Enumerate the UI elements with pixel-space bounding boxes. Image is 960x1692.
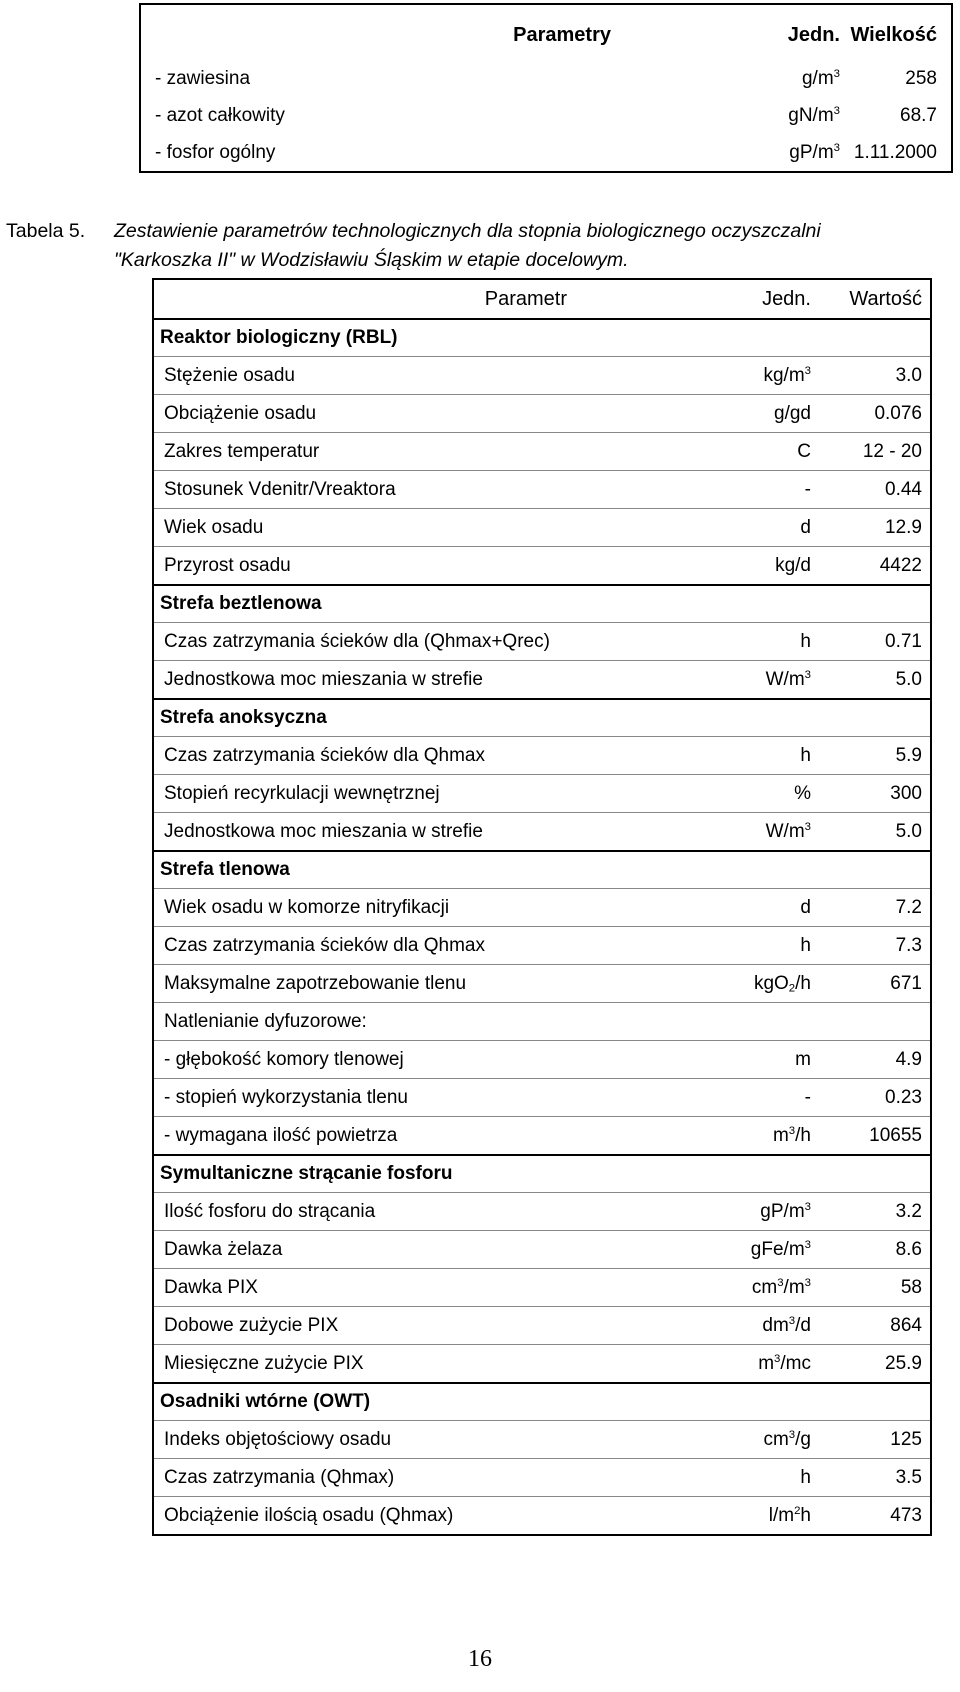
parameters-table [139,3,953,173]
param-cell: Jednostkowa moc mieszania w strefie [164,820,483,842]
value-cell: 68.7 [900,104,937,126]
table-row [154,622,930,660]
unit-suffix: /g [795,1428,811,1450]
table-row [154,1040,930,1078]
unit-cell [677,821,817,843]
unit-suffix: /m [783,1276,805,1298]
unit-text: W/m [765,820,805,842]
unit-cell [677,517,817,539]
unit-superscript: 3 [833,141,840,154]
unit-superscript: 3 [833,104,840,117]
unit-text: m [758,1352,775,1374]
param-cell: - fosfor ogólny [155,141,276,163]
table-row [141,134,951,171]
param-cell: Przyrost osadu [164,554,291,576]
unit-text: kg/d [775,554,811,576]
header-parametr: Parametr [484,287,567,310]
unit-cell [677,1429,817,1451]
param-cell: - azot całkowity [155,104,285,126]
technological-table-header [154,280,930,318]
unit-suffix: /mc [780,1352,811,1374]
unit-text: cm [763,1428,789,1450]
unit-superscript: 3 [804,1200,811,1213]
value-cell: 125 [890,1428,922,1450]
table-row [154,1306,930,1344]
value-cell: 0.71 [885,630,922,652]
unit-text: gP/m [789,141,834,163]
unit-text: d [800,516,811,538]
param-cell: - zawiesina [155,67,251,89]
header-wielkosc: Wielkość [850,23,937,46]
unit-superscript: 3 [788,1428,796,1441]
unit-cell [677,1505,817,1527]
unit-cell [677,1315,817,1337]
value-cell: 300 [890,782,922,804]
param-cell: Obciążenie osadu [164,402,317,424]
value-cell: 10655 [869,1124,922,1146]
unit-cell [677,1277,817,1299]
table-caption [6,217,956,275]
table-row [154,1002,930,1040]
param-cell: Wiek osadu [164,516,264,538]
value-cell: 258 [905,67,937,89]
header-parametry: Parametry [513,23,611,46]
table-row [154,508,930,546]
param-cell: Wiek osadu w komorze nitryfikacji [164,896,450,918]
value-cell: 5.9 [895,744,922,766]
unit-cell [677,365,817,387]
unit-text: m [795,1048,811,1070]
table-row [154,356,930,394]
unit-text: W/m [765,668,805,690]
value-cell: 0.076 [874,402,922,424]
unit-text: gN/m [788,104,834,126]
param-cell: Dawka żelaza [164,1238,283,1260]
unit-text: C [797,440,811,462]
param-cell: Czas zatrzymania (Qhmax) [164,1466,395,1488]
unit-cell [677,1049,817,1071]
param-cell: Czas zatrzymania ścieków dla Qhmax [164,934,485,956]
table-row [154,1078,930,1116]
unit-cell [711,142,846,164]
unit-suffix: /h [795,1124,811,1146]
param-cell: Czas zatrzymania ścieków dla Qhmax [164,744,485,766]
unit-superscript: 3 [804,1276,811,1289]
section-row [154,584,930,622]
unit-cell [677,1201,817,1223]
section-title: Reaktor biologiczny (RBL) [160,327,398,348]
unit-cell [677,1125,817,1147]
unit-text: % [794,782,811,804]
unit-cell [677,669,817,691]
unit-text: dm [762,1314,789,1336]
table-row [154,1496,930,1534]
caption-label: Tabela 5. [6,220,86,242]
param-cell: - głębokość komory tlenowej [164,1048,404,1070]
unit-cell [677,1353,817,1375]
unit-cell [677,403,817,425]
param-cell: Natlenianie dyfuzorowe: [164,1010,367,1032]
param-cell: Stopień recyrkulacji wewnętrznej [164,782,440,804]
table-row [154,964,930,1002]
param-cell: Ilość fosforu do strącania [164,1200,376,1222]
value-cell: 8.6 [895,1238,922,1260]
value-cell: 0.23 [885,1086,922,1108]
section-title: Strefa beztlenowa [160,593,322,614]
unit-suffix: /d [795,1314,811,1336]
unit-cell [677,973,817,995]
table-row [154,1116,930,1154]
unit-text: h [800,934,811,956]
unit-text: - [804,1086,811,1108]
unit-cell [711,105,846,127]
unit-cell [677,897,817,919]
section-title: Osadniki wtórne (OWT) [160,1391,371,1412]
value-cell: 3.0 [895,364,922,386]
section-row [154,1154,930,1192]
unit-text: g/m [801,67,834,89]
header-jedn: Jedn. [787,23,840,46]
header-jedn: Jedn. [762,287,811,310]
table-row [154,1344,930,1382]
page-number: 16 [468,1646,492,1672]
unit-superscript: 3 [804,820,811,833]
section-row [154,1382,930,1420]
unit-suffix: /h [795,972,811,994]
table-row [154,1192,930,1230]
unit-cell [677,935,817,957]
unit-text: l/m [768,1504,795,1526]
unit-text: d [800,896,811,918]
unit-text: h [800,744,811,766]
unit-text: kg/m [763,364,805,386]
unit-text: cm [751,1276,778,1298]
value-cell: 864 [890,1314,922,1336]
param-cell: Obciążenie ilością osadu (Qhmax) [164,1504,454,1526]
value-cell: 58 [900,1276,922,1298]
unit-cell [677,1467,817,1489]
section-row [154,850,930,888]
section-row [154,698,930,736]
unit-superscript: 2 [794,1504,801,1517]
unit-superscript: 3 [804,1238,811,1251]
unit-superscript: 3 [788,1124,796,1137]
caption-line-2: "Karkoszka II" w Wodzisławiu Śląskim w etapie docelowym. [114,249,629,271]
unit-cell [677,1239,817,1261]
table-row [154,1458,930,1496]
value-cell: 12.9 [885,516,922,538]
table-row [154,546,930,584]
unit-text: h [800,630,811,652]
parameters-table-header [141,5,951,60]
table-row [154,470,930,508]
unit-cell [711,68,846,90]
value-cell: 3.2 [895,1200,922,1222]
value-cell: 1.11.2000 [853,141,937,163]
unit-cell [677,479,817,501]
unit-subscript: 2 [788,981,796,994]
table-row [154,1230,930,1268]
param-cell: Maksymalne zapotrzebowanie tlenu [164,972,467,994]
unit-text: kgO [753,972,789,994]
unit-text: h [800,1466,811,1488]
value-cell: 7.3 [895,934,922,956]
unit-superscript: 3 [788,1314,796,1327]
technological-parameters-table [152,278,932,1536]
param-cell: Stężenie osadu [164,364,295,386]
unit-text: - [804,478,811,500]
table-row [154,812,930,850]
table-row [154,736,930,774]
value-cell: 25.9 [885,1352,922,1374]
table-row [154,432,930,470]
param-cell: Dobowe zużycie PIX [164,1314,339,1336]
table-row [154,888,930,926]
table-row [154,774,930,812]
unit-superscript: 3 [777,1276,784,1289]
param-cell: Miesięczne zużycie PIX [164,1352,364,1374]
table-row [154,1420,930,1458]
unit-cell [677,783,817,805]
section-title: Strefa anoksyczna [160,707,327,728]
table-row [141,97,951,134]
param-cell: Indeks objętościowy osadu [164,1428,392,1450]
unit-superscript: 3 [833,67,840,80]
value-cell: 0.44 [885,478,922,500]
value-cell: 7.2 [895,896,922,918]
unit-cell [677,441,817,463]
unit-superscript: 3 [804,364,811,377]
value-cell: 12 - 20 [862,440,922,462]
table-row [154,660,930,698]
unit-suffix: h [800,1504,811,1526]
param-cell: Jednostkowa moc mieszania w strefie [164,668,483,690]
param-cell: - wymagana ilość powietrza [164,1124,398,1146]
header-wartosc: Wartość [849,287,922,310]
caption-line-1: Zestawienie parametrów technologicznych dla stopnia biologicznego oczyszczalni [114,220,821,242]
section-title: Strefa tlenowa [160,859,290,880]
value-cell: 5.0 [895,820,922,842]
value-cell: 5.0 [895,668,922,690]
unit-text: gP/m [760,1200,805,1222]
param-cell: Stosunek Vdenitr/Vreaktora [164,478,396,500]
param-cell: Dawka PIX [164,1276,258,1298]
value-cell: 473 [890,1504,922,1526]
table-row [154,926,930,964]
value-cell: 4422 [879,554,922,576]
unit-cell [677,745,817,767]
unit-text: g/gd [774,402,811,424]
value-cell: 671 [890,972,922,994]
param-cell: Czas zatrzymania ścieków dla (Qhmax+Qrec) [164,630,550,652]
unit-text: m [772,1124,789,1146]
value-cell: 3.5 [895,1466,922,1488]
unit-superscript: 3 [804,668,811,681]
section-title: Symultaniczne strącanie fosforu [160,1163,453,1184]
table-row [154,1268,930,1306]
unit-text: gFe/m [750,1238,805,1260]
unit-cell [677,631,817,653]
unit-cell [677,555,817,577]
table-row [141,60,951,97]
param-cell: - stopień wykorzystania tlenu [164,1086,408,1108]
table-row [154,394,930,432]
section-row [154,318,930,356]
unit-superscript: 3 [774,1352,781,1365]
unit-cell [677,1087,817,1109]
param-cell: Zakres temperatur [164,440,320,462]
value-cell: 4.9 [895,1048,922,1070]
